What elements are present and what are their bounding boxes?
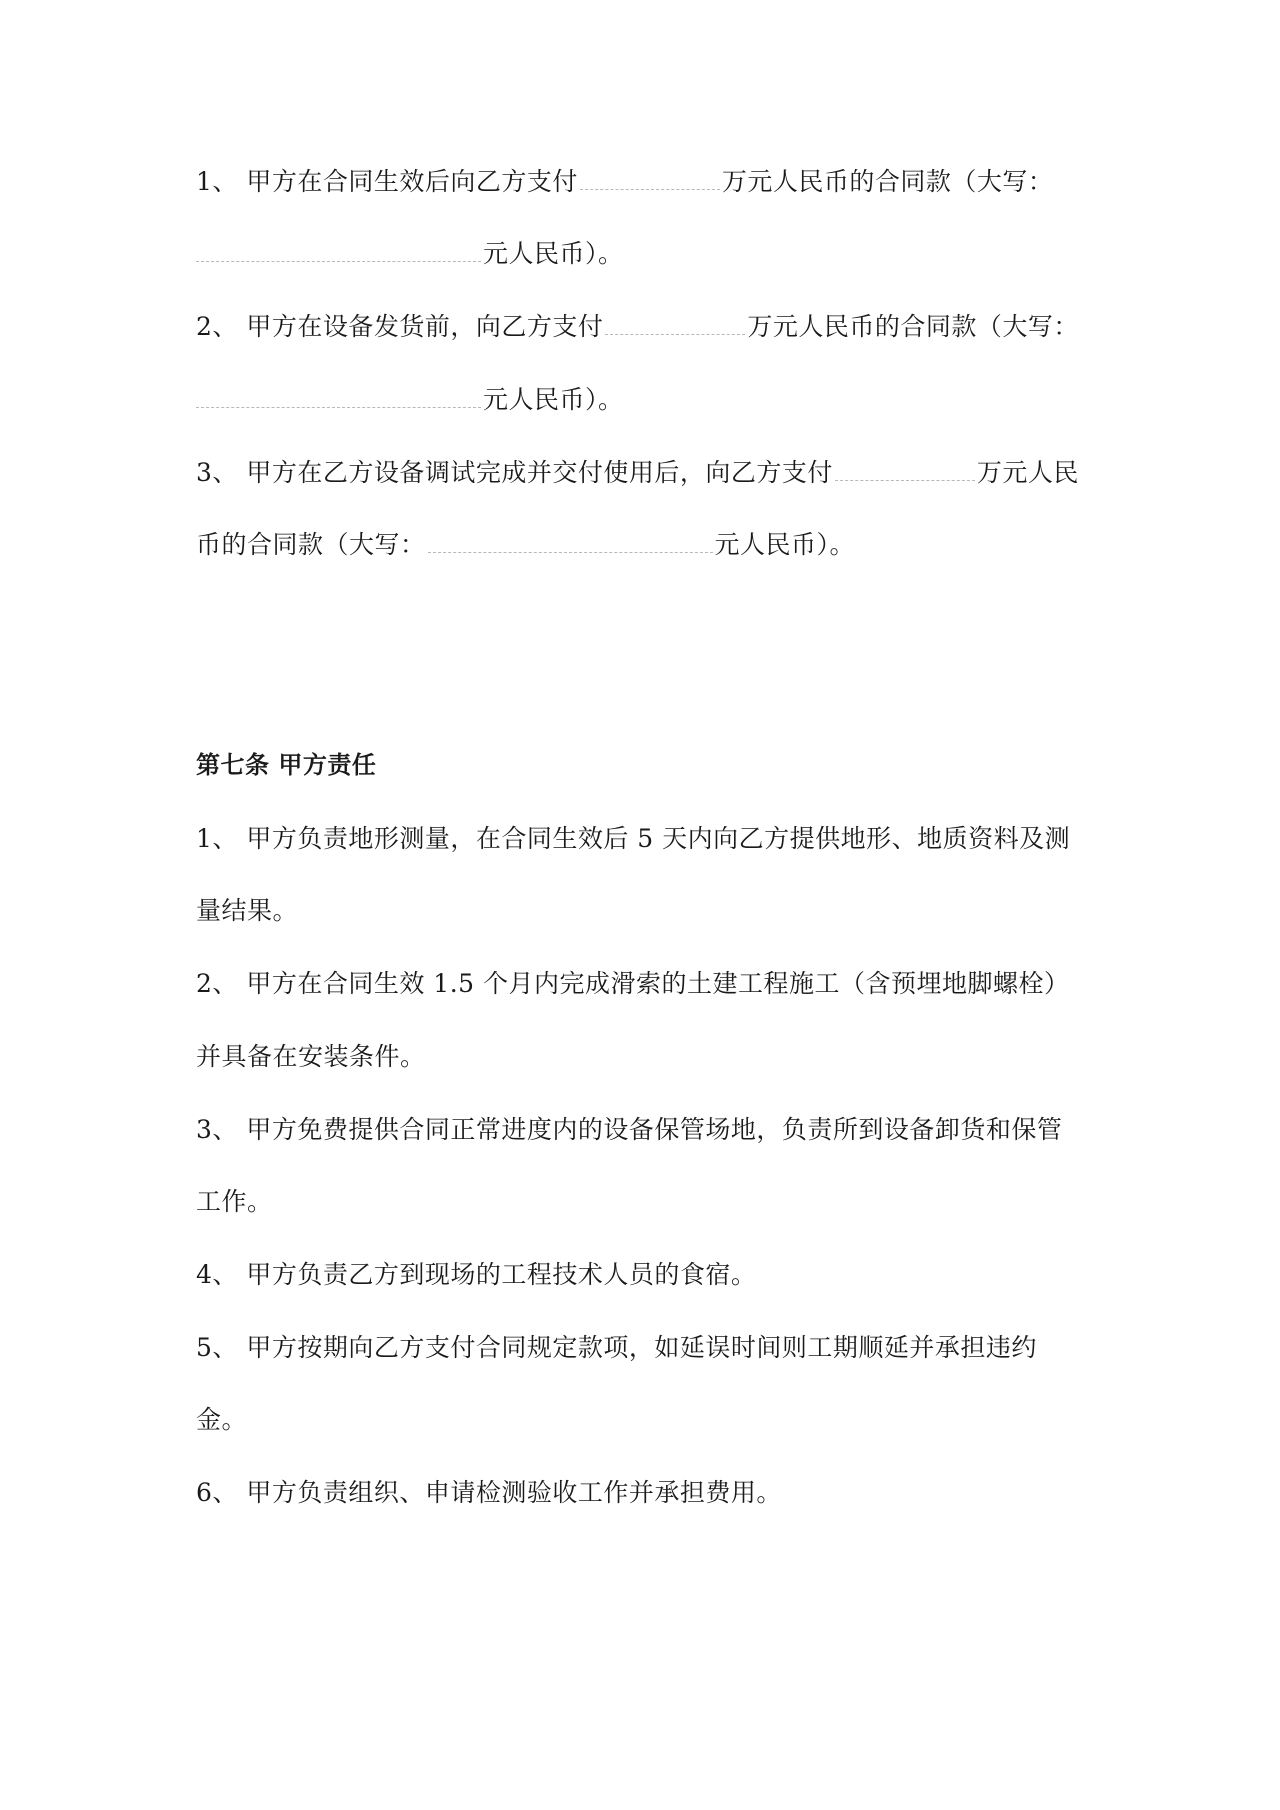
payment-item-2-tail: 元人民币）。: [483, 385, 624, 414]
payment-item-3-line2-lead: 币的合同款（大写：: [196, 530, 426, 559]
payment-item-3-line-1: [196, 455, 1096, 491]
payment-item-1-mid: 万元人民币的合同款（大写：: [721, 167, 1054, 196]
payment-item-1-lead: 1、 甲方在合同生效后向乙方支付: [196, 167, 578, 196]
payment-item-1-amount-blank: [580, 167, 720, 190]
article-7-item-3-line-2: 工作。: [196, 1187, 273, 1216]
article-7-item-5-line-2: 金。: [196, 1405, 248, 1434]
payment-item-1-tail: 元人民币）。: [483, 239, 624, 268]
payment-item-3-tail: 元人民币）。: [714, 530, 856, 559]
article-7-item-4-line-1: 4、 甲方负责乙方到现场的工程技术人员的食宿。: [196, 1260, 757, 1289]
article-7-item-2-line-1: 2、 甲方在合同生效 1.5 个月内完成滑索的土建工程施工（含预埋地脚螺栓）: [196, 969, 1070, 998]
payment-item-1-line-2: [196, 236, 1096, 272]
article-7-heading: 第七条 甲方责任: [196, 751, 377, 779]
payment-item-2-line-1: [196, 309, 1096, 345]
payment-item-2-line-2: [196, 382, 1096, 418]
article-7-item-1-line-2: 量结果。: [196, 896, 299, 925]
article-7-item-1-line-1: 1、 甲方负责地形测量，在合同生效后 5 天内向乙方提供地形、地质资料及测: [196, 824, 1071, 853]
payment-item-1-line-1: [196, 164, 1096, 200]
payment-item-3-lead: 3、 甲方在乙方设备调试完成并交付使用后，向乙方支付: [196, 458, 833, 487]
payment-item-1-words-blank: [196, 239, 481, 262]
payment-item-2-amount-blank: [605, 312, 745, 335]
payment-item-2-mid: 万元人民币的合同款（大写：: [747, 312, 1079, 341]
article-7-item-3-line-1: 3、 甲方免费提供合同正常进度内的设备保管场地，负责所到设备卸货和保管: [196, 1115, 1063, 1144]
payment-item-3-line-2: [196, 527, 1096, 563]
payment-item-3-amount-blank: [835, 458, 975, 481]
payment-item-3-mid: 万元人民: [976, 458, 1079, 487]
article-7-item-5-line-1: 5、 甲方按期向乙方支付合同规定款项，如延误时间则工期顺延并承担违约: [196, 1333, 1037, 1362]
payment-item-2-words-blank: [196, 385, 481, 408]
article-7-item-2-line-2: 并具备在安装条件。: [196, 1042, 426, 1071]
payment-item-3-words-blank: [428, 530, 713, 553]
article-7-item-6-line-1: 6、 甲方负责组织、申请检测验收工作并承担费用。: [196, 1478, 782, 1507]
payment-item-2-lead: 2、 甲方在设备发货前，向乙方支付: [196, 312, 604, 341]
